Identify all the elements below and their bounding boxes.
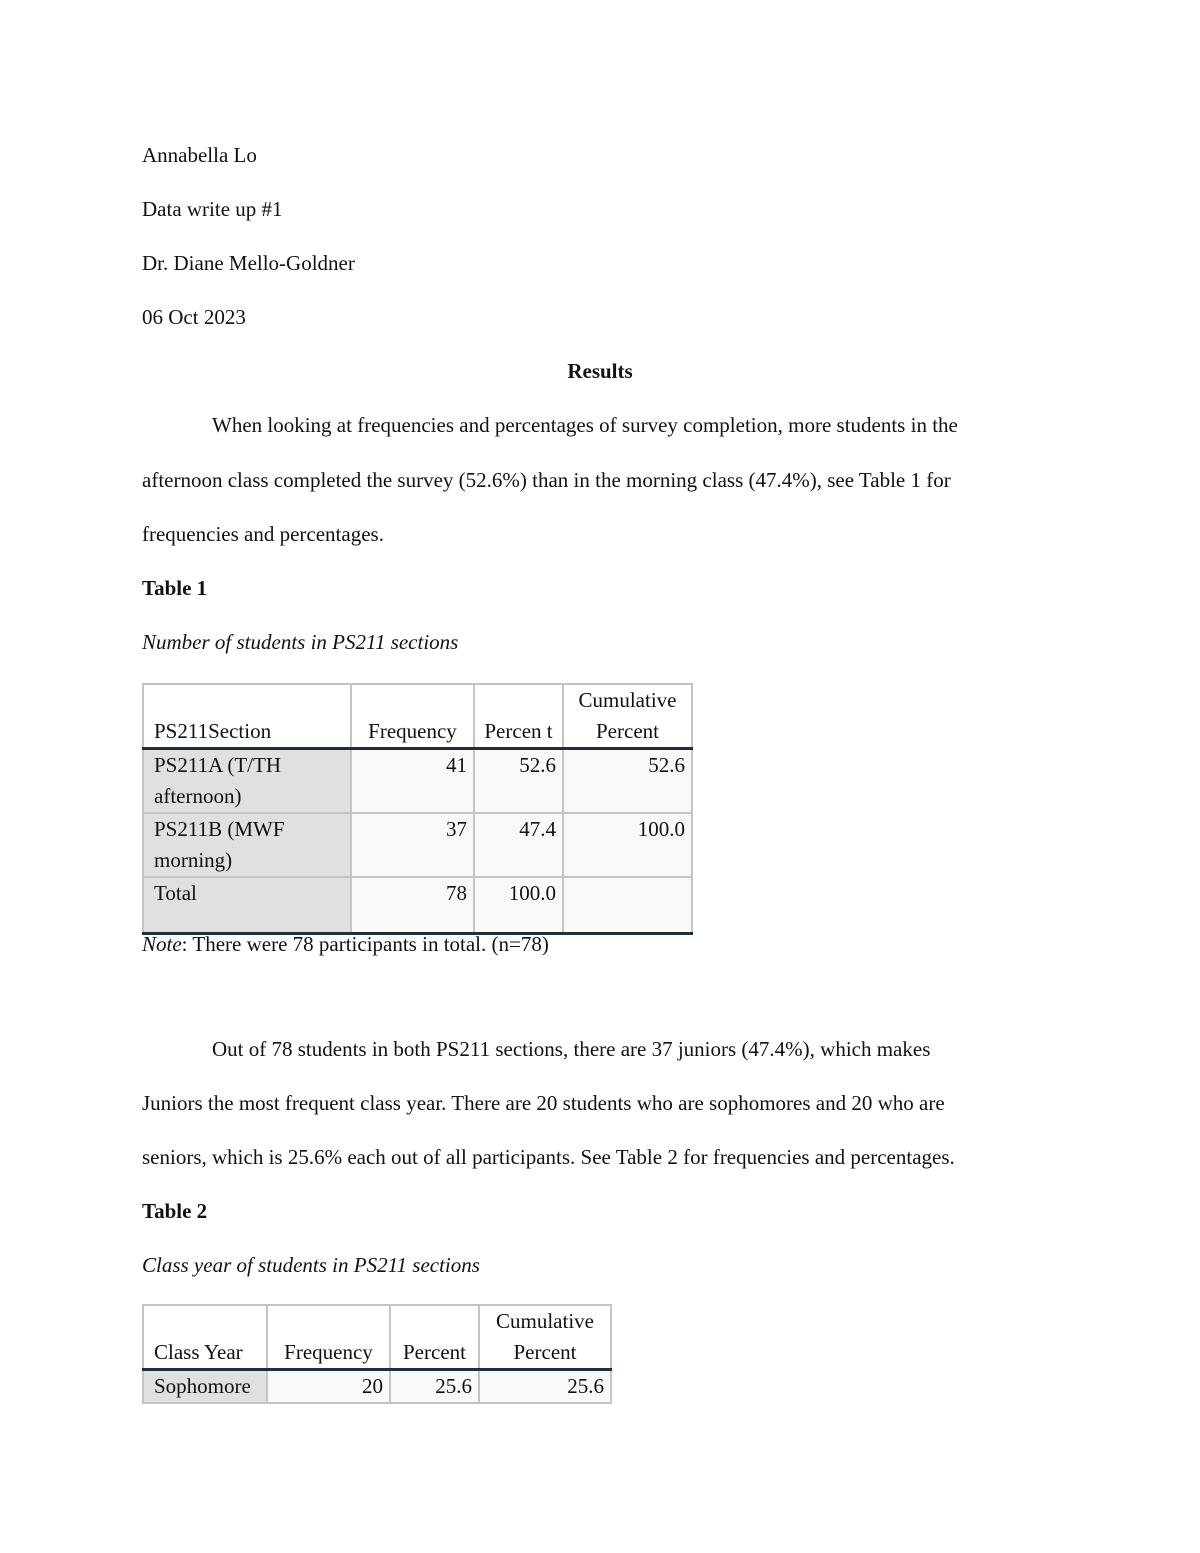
paragraph-line: When looking at frequencies and percentages of survey completion, more students in the [212, 413, 958, 437]
frequency-cell: 20 [267, 1370, 390, 1404]
section-heading: Results [567, 359, 633, 383]
row-label: PS211B (MWF morning) [143, 813, 351, 877]
author-name: Annabella Lo [142, 143, 257, 167]
cumulative-percent-cell: 100.0 [563, 813, 692, 877]
percent-cell: 47.4 [474, 813, 563, 877]
column-header: Frequency [267, 1305, 390, 1370]
table-header-row [143, 684, 692, 749]
column-header: PS211Section [143, 684, 351, 749]
percent-cell: 25.6 [390, 1370, 479, 1404]
paragraph-line: Out of 78 students in both PS211 sections, there are 37 juniors (47.4%), which makes [212, 1037, 931, 1061]
cumulative-percent-cell: 25.6 [479, 1370, 611, 1404]
column-header: Cumulative Percent [479, 1305, 611, 1370]
document-date: 06 Oct 2023 [142, 305, 246, 329]
table-row [143, 813, 692, 877]
paragraph-line: frequencies and percentages. [142, 522, 384, 546]
row-label: PS211A (T/TH afternoon) [143, 749, 351, 814]
row-label: Sophomore [143, 1370, 267, 1404]
table-2 [142, 1304, 612, 1404]
table-note [142, 932, 549, 957]
column-header: Percent [390, 1305, 479, 1370]
column-header: Cumulative Percent [563, 684, 692, 749]
cumulative-percent-cell: 52.6 [563, 749, 692, 814]
note-prefix: Note [142, 932, 182, 956]
percent-cell: 100.0 [474, 877, 563, 933]
row-label: Total [143, 877, 351, 933]
instructor-name: Dr. Diane Mello-Goldner [142, 251, 355, 275]
frequency-cell: 78 [351, 877, 474, 933]
table-1 [142, 683, 693, 935]
table-label: Table 2 [142, 1199, 208, 1223]
table-caption: Number of students in PS211 sections [142, 630, 459, 654]
cumulative-percent-cell [563, 877, 692, 933]
paragraph-line: afternoon class completed the survey (52.6%) than in the morning class (47.4%), see Table 1 for [142, 468, 951, 492]
assignment-title: Data write up #1 [142, 197, 283, 221]
paragraph-line: seniors, which is 25.6% each out of all participants. See Table 2 for frequencies and percentages. [142, 1145, 955, 1169]
frequency-cell: 41 [351, 749, 474, 814]
column-header: Frequency [351, 684, 474, 749]
table-row [143, 749, 692, 814]
paragraph-line: Juniors the most frequent class year. There are 20 students who are sophomores and 20 who are [142, 1091, 945, 1115]
table-header-row [143, 1305, 611, 1370]
percent-cell: 52.6 [474, 749, 563, 814]
table-label: Table 1 [142, 576, 208, 600]
frequency-cell: 37 [351, 813, 474, 877]
table-row [143, 877, 692, 933]
note-text: : There were 78 participants in total. (n=78) [181, 932, 549, 956]
table-row [143, 1370, 611, 1404]
table-caption: Class year of students in PS211 sections [142, 1253, 480, 1277]
column-header: Percen t [474, 684, 563, 749]
column-header: Class Year [143, 1305, 267, 1370]
